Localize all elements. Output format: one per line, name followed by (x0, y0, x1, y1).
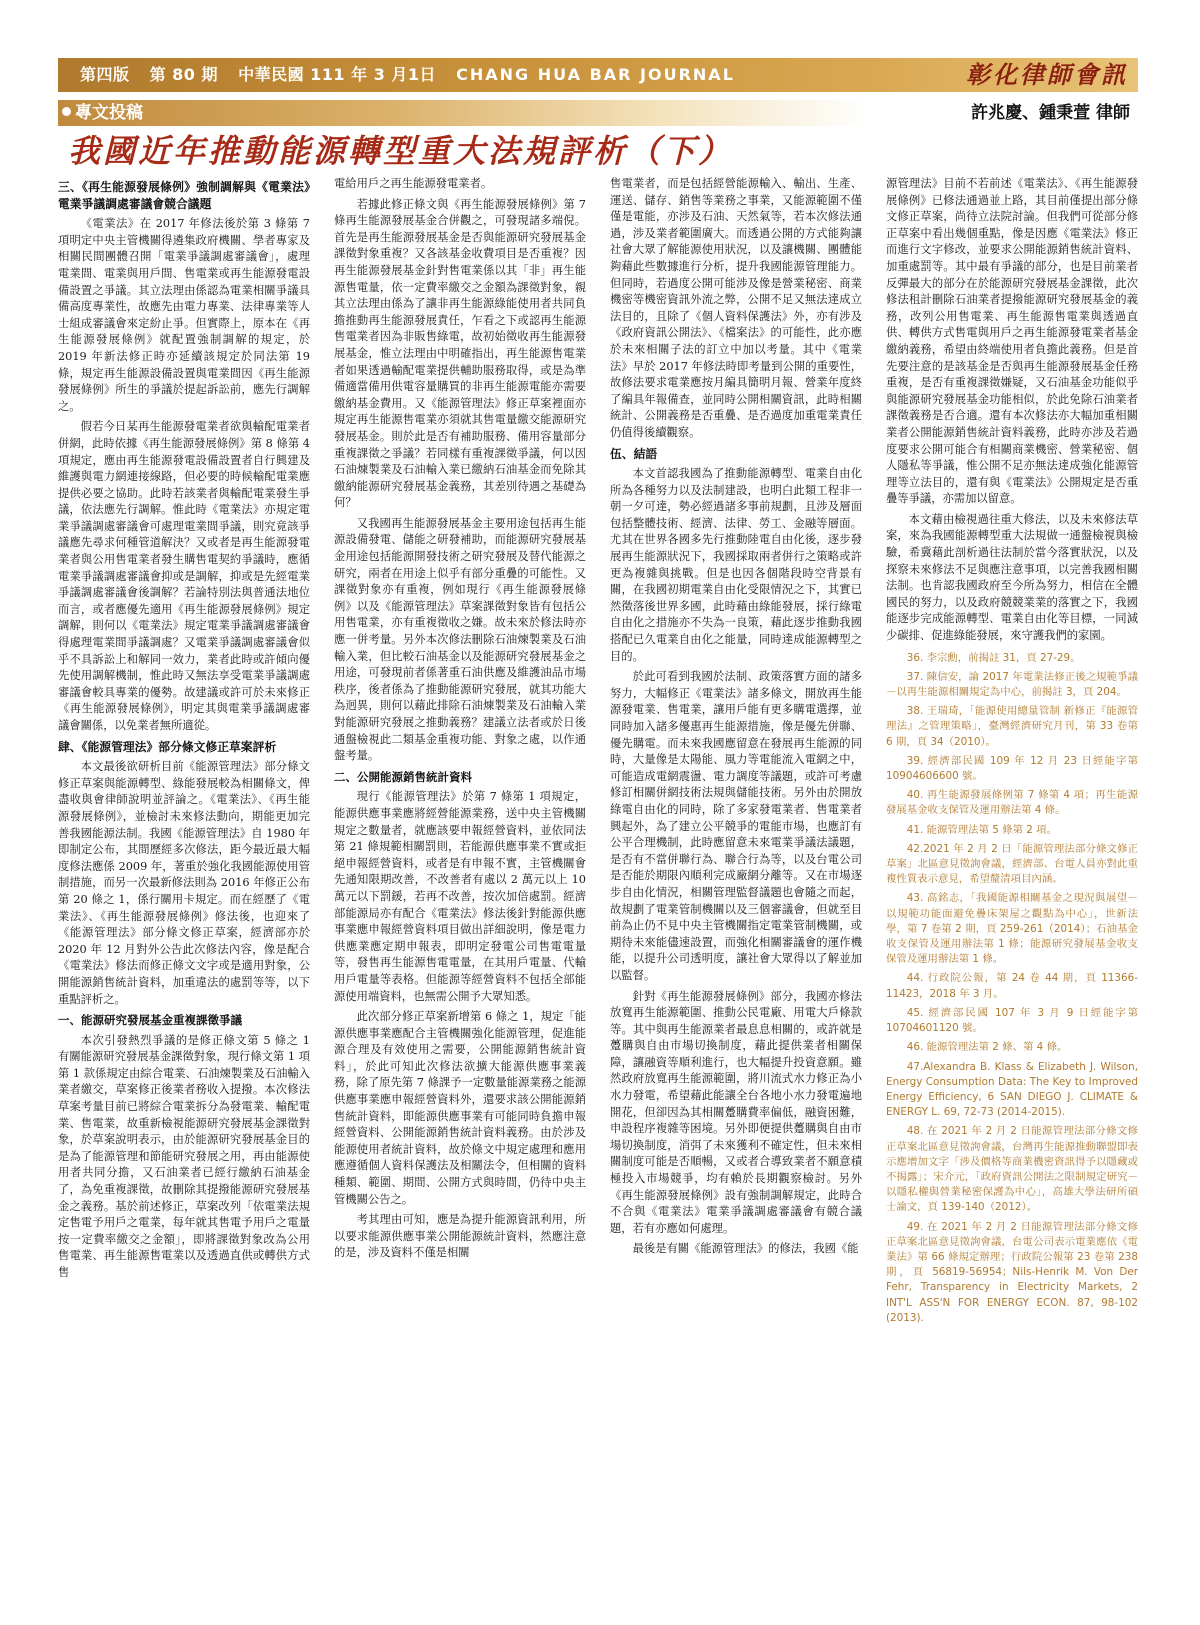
footnote: 42.2021 年 2 月 2 日「能源管理法部分條文修正草案」北區意見徵詢會議，經濟部、台電人員亦對此重複性質表示意見，希望釐清項目內涵。 (886, 842, 1138, 886)
paragraph: 假若今日某再生能源發電業者欲與輸配電業者併網，此時依據《再生能源發展條例》第 8 條第 4 項規定，應由再生能源發電設備設置者自行興建及維護與電力網連接線路，但必要的時候輸配電業應提供必要之協助。此時若該業者與輸配電業發生爭議，依法應先行調解。惟此時《電業法》亦規定電業爭議調處審議會可處理電業間爭議，則究竟該爭議應先尋求何種管道解決？又或者是再生能源發電業者與公用售電業者發生購售電契約爭議時，應循電業爭議調處審議會抑或是調解，抑或是先經電業爭議調處審議會後調解？若論特別法與普通法地位而言，或者應優先適用《再生能源發展條例》規定調解，則何以《電業法》規定電業爭議調處審議會得處理電業間爭議調處？又電業爭議調處審議會似乎不具訴訟上和解同一效力，業者此時或許傾向優先使用調解機制，惟此時又無法享受電業爭議調處審議會較具專業的優勢。故建議或許可於未來修正《再生能源發展條例》，明定其與電業爭議調處審議會關係，以免業者無所適從。 (58, 420, 310, 732)
paragraph: 於此可看到我國於法制、政策落實方面的諸多努力，大幅修正《電業法》諸多條文，開放再生能源發電業、售電業，讓用戶能有更多購電選擇，並同時加入諸多優惠再生能源措施，像是優先併聯、優先購電。而未來我國應留意在發展再生能源的同時，大量像是太陽能、風力等電能流入電網之中，可能造成電網震盪、電力調度等議題，或許可考慮修訂相關併網技術法規與儲能技術。另外由於開放綠電自由化的同時，除了多家發電業者、售電業者興起外，為了建立公平競爭的電能市場，也應訂有公平合理機制，此時應留意未來電業爭議法議題，是否有不當併聯行為、聯合行為等，以及台電公司是否能於期限內順利完成廠網分離等。又在市場逐步自由化情況，相關管理監督議題也會隨之而起，故規劃了電業管制機關以及三個審議會，但就至目前為止仍不見中央主管機關指定電業管制機關，或期待未來能儘速設置，而強化相關審議會的運作機能，以提升公司透明度，讓社會大眾得以了解並加以監督。 (610, 670, 862, 982)
paragraph: 本次引發熱烈爭議的是修正條文第 5 條之 1 有關能源研究發展基金課徵對象，現行條文第 1 項第 1 款係規定由綜合電業、石油煉製業及石油輸入業者繳交，草案修正後業者務收入提撥。本次修法草案考量目前已將綜合電業拆分為發電業、輸配電業、售電業，故重新檢視能源研究發展基金課徵對象，於草案說明表示，由於能源研究發展基金目的是為了能源管理和節能研究發展之用，再由能源使用者共同分擔，又石油業者已經行繳納石油基金了，為免重複課徵，故刪除其提撥能源研究發展基金之義務。基於前述修正，草案改列「依電業法規定售電予用戶之電業，每年就其售電予用戶之電量按一定費率繳交之金額」，即將課徵對象改為公用售電業、再生能源售電業以及透過直供或轉供方式售 (58, 1033, 310, 1279)
footnote: 48. 在 2021 年 2 月 2 日能源管理法部分條文修正草案北區意見徵詢會議，台灣再生能源推動聯盟即表示應增加文字「涉及價格等商業機密資訊得予以隱藏或不揭露」；宋介元，「政府資訊公開法之限制規定研究－以隱私權與營業秘密保護為中心」，高雄大學法研所碩士論文，頁 139-140（2012）。 (886, 1125, 1138, 1214)
paragraph: 此次部分修正草案新增第 6 條之 1，規定「能源供應事業應配合主管機關強化能源管理，促進能源合理及有效使用之需要，公開能源銷售統計資料」，於此可知此次修法欲擴大能源供應事業義務，除了原先第 7 條課予一定數量能源業務之能源供應事業應申報經營資料外，還要求該公開能源銷售統計資料，即能源供應事業有可能同時負擔申報經營資料、公開能源銷售統計資料義務。由於涉及能源使用者統計資料，故於條文中規定處理和應用應遵循個人資料保護法及相關法令，但相關的資料種類、範圍、期間、公開方式與時間，仍待中央主管機關公告之。 (334, 1010, 586, 1206)
article-title: 我國近年推動能源轉型重大法規評析（下） (68, 132, 734, 170)
footnote: 45. 經濟部民國 107 年 3 月 9 日經能字第 10704601120 號。 (886, 1006, 1138, 1035)
author-byline: 許兆慶、鍾秉萱 律師 (971, 103, 1130, 123)
paragraph: 現行《能源管理法》於第 7 條第 1 項規定，能源供應事業應將經營能源業務，送中央主管機關規定之數量者，就應該要申報經營資料，並依同法第 21 條規範相關罰則，若能源供應事業不實或拒絕申報經營資料，或者是有申報不實，主管機關會先通知限期改善，不改善者有處以 2 萬元以上 10 萬元以下罰鍰，若再不改善，按次加倍處罰。經濟部能源局亦有配合《電業法》修法後針對能源供應事業應申報經營資料項目做出詳細說明，像是電力供應業應定期申報表，即明定發電公司售電電量等，發售再生能源售電電量，在其用戶電量、代輸用戶電量等表格。但能源等經營資料不包括全部能源使用端資料，也無需公開予大眾知悉。 (334, 790, 586, 1003)
paragraph: 本文首認我國為了推動能源轉型、電業自由化所為各種努力以及法制建設，也明白此類工程非一朝一夕可達，勢必經過諸多事前規劃，且涉及層面包括整體技術、經濟、法律、勞工、金融等層面。尤其在世界各國多先行推動陸電自由化後，逐步發展再生能源狀況下，我國採取兩者併行之策略或許更為複雜與挑戰。但是也因各個階段時空背景有關，在我國初期電業自由化受限情況之下，其實已然徵落後世界多國，此時藉由綠能發展，採行綠電自由化之措施亦不失為一良策，藉此逐步推動我國搭配已久電業自由化之能量，同時達成能源轉型之目的。 (610, 467, 862, 663)
footnote: 41. 能源管理法第 5 條第 2 項。 (906, 823, 1057, 836)
bullet-icon (62, 107, 71, 116)
journal-name-en: CHANG HUA BAR JOURNAL (456, 65, 735, 84)
paragraph: 電給用戶之再生能源發電業者。 (334, 177, 493, 190)
paragraph: 源管理法》目前不若前述《電業法》、《再生能源發展條例》已修法通過並上路，其目前僅提出部分條文修正草案，尚待立法院討論。但我們可從部分修正草案中看出幾個重點，像是因應《電業法》修正而進行文字修改，並要求公開能源銷售統計資料、加重處罰等。其中最有爭議的部分，也是目前業者反彈最大的部分在於能源研究發展基金課徵，此次修法租計刪除石油業者提撥能源研究發展基金的義務，改列公用售電業、再生能源售電業與透過直供、轉供方式售電與用戶之再生能源發電業者基金繳納義務，希望由終端使用者負擔此義務。但是首先要注意的是該基金是否與再生能源發展基金任務重複，是否有重複課徵嫌疑，又石油基金功能似乎與能源研究發展基金功能相似，於此免除石油業者課徵義務是否合適。還有本次修法亦大幅加重相關業者公開能源銷售統計資料義務，此時亦涉及若過度要求公開可能合有相關商業機密、營業秘密、個人隱私等爭議，惟公開不足亦無法達成強化能源管理等立法目的，還有與《電業法》公開規定是否重疊等爭議，亦需加以留意。 (886, 177, 1138, 506)
column-3 (610, 176, 862, 1564)
section-label (62, 100, 143, 126)
paragraph: 考其理由可知，應是為提升能源資訊利用，所以要求能源供應事業公開能源統計資料，然應注意的是，涉及資料不僅是相關 (334, 1213, 586, 1260)
section-heading: 三、《再生能源發展條例》強制調解與《電業法》電業爭議調處審議會競合議題 (58, 180, 310, 211)
footnote: 49. 在 2021 年 2 月 2 日能源管理法部分條文修正草案北區意見徵詢會議，台電公司表示電業應依《電業法》第 66 條規定辦理；行政院公報第 23 卷第 238 期，頁 56819-56954；Nils-Henrik M. Von Der Fehr, Transparency in Electricity Markets, 2 INT'L ASS'N FOR ENERGY ECON. 87, 98-102 (2013). (886, 1220, 1138, 1324)
footnote: 47.Alexandra B. Klass & Elizabeth J. Wilson, Energy Consumption Data: The Key to Improved Energy Efficiency, 6 SAN DIEGO J. CLIMATE & ENERGY L. 69, 72-73 (2014-2015). (886, 1060, 1138, 1119)
edition-label: 第四版 (80, 65, 130, 84)
column-2 (334, 176, 586, 1564)
footnote: 46. 能源管理法第 2 條、第 4 條。 (906, 1041, 1068, 1054)
footnote: 36. 李宗勳，前揭註 31，頁 27-29。 (906, 651, 1081, 664)
issue-info (80, 58, 749, 92)
footnote: 39. 經濟部民國 109 年 12 月 23 日經能字第 10904606600 號。 (886, 754, 1138, 783)
subsection-heading: 一、能源研究發展基金重複課徵爭議 (58, 1013, 242, 1028)
header-band (58, 58, 1138, 92)
paragraph: 針對《再生能源發展條例》部分，我國亦修法放寬再生能源範圍、推動公民電廠、用電大戶條款等。其中與再生能源業者最息息相關的，或許就是躉購與自由市場切換制度，藉此提供業者相關保障，讓融資等順利進行，也大幅提升投資意願。雖然政府放寬再生能源範圍，將川流式水力修正為小水力發電，希望藉此能讓全台各地小水力發電遍地開花，但卻因為其相關躉購費率偏低，融資困難，申設程序複雜等困境。另外即便提供躉購與自由市場切換制度，消弭了未來獲利不確定性，但未來相關制度可能是否順暢，又或者合導致業者不願意積極投入市場競爭，均有賴於長期觀察檢討。另外《再生能源發展條例》設有強制調解規定，此時合不合與《電業法》電業爭議調處審議會有競合議題，若有亦應如何處理。 (610, 989, 862, 1235)
footnote: 38. 王瑞琦，「能源使用總量管制 新修正『能源管理法』之管理策略」，臺灣經濟研究月刊，第 33 卷第 6 期，頁 34（2010）。 (886, 705, 1138, 748)
section-heading: 伍、結語 (610, 446, 658, 461)
section-heading: 肆、《能源管理法》部分條文修正草案評析 (58, 739, 277, 754)
footnote: 40. 再生能源發展條例第 7 條第 4 項；再生能源發展基金收支保管及運用辦法第 4 條。 (886, 789, 1138, 817)
paragraph: 又我國再生能源發展基金主要用途包括再生能源設備發電、儲能之研發補助，而能源研究發展基金用途包括能源開發技術之研究發展及替代能源之研究，兩者在用途上似乎有部分重疊的可能性。又課徵對象亦有重複，例如現行《再生能源發展條例》以及《能源管理法》草案課徵對象皆有包括公用售電業，亦有重複徵收之嫌。故未來於修法時亦應一併考量。另外本次修法刪除石油煉製業及石油輸入業，但比較石油基金以及能源研究發展基金之用途，可發現前者係著重石油供應及維護油品市場秩序，後者係為了推動能源研究發展，就其功能大為迥異，則何以藉此排除石油煉製業及石油輸入業對能源研究發展之推動義務？建議立法者或於日後通盤檢視此二類基金重複功能、對象之處，以作通盤考量。 (334, 516, 586, 763)
article-body (58, 176, 1138, 1564)
paragraph: 本文最後欲研析目前《能源管理法》部分條文修正草案與能源轉型、綠能發展較為相關條文，俾盡收與會律師說明並評論之。《電業法》、《再生能源發展條例》，並檢討未來修法動向，期能更加完善我國能源法制。我國《能源管理法》自 1980 年即制定公布，其間歷經多次修法，距今最近最大幅度修法應係 2009 年，著重於強化我國能源使用管制措施，而另一次最新修法則為 2016 年修正公布第 20 條之 1，係行關用卡規定。而在經歷了《電業法》、《再生能源發展條例》修法後，也迎來了《能源管理法》部分條文修正草案，經濟部亦於 2020 年 12 月對外公告此次修法內容，像是配合《電業法》修法而修正條文文字或是適用對象，公開能源銷售統計資料，加重違法的處罰等等，以下重點評析之。 (58, 760, 310, 1006)
paragraph: 本文藉由檢視過往重大修法，以及未來修法草案，來為我國能源轉型重大法規做一通盤檢視與檢驗，希冀藉此剖析過往法制於當今落實狀況，以及探察未來修法不足與應注意事項，以完善我國相關法制。也肯認我國政府至今所為努力，相信在全體國民的努力，以及政府競競業業的落實之下，我國能逐步完成能源轉型、電業自由化等目標，一同減少碳排、促進綠能發展，來守護我們的家園。 (886, 512, 1138, 643)
footnote: 43. 高銘志，「我國能源相關基金之現況與展望－以規範功能面避免疊床架屋之觀點為中心」，世新法學，第 7 卷第 2 期，頁 259-261（2014）；石油基金收支保管及運用辦法第 1 條；能源研究發展基金收支保管及運用辦法第 1 條。 (886, 892, 1138, 966)
subsection-heading: 二、公開能源銷售統計資料 (334, 769, 472, 784)
footnotes (886, 651, 1138, 1326)
column-1 (58, 176, 310, 1564)
journal-masthead: 彰化律師會訊 (966, 60, 1128, 89)
paragraph: 《電業法》在 2017 年修法後於第 3 條第 7 項明定中央主管機關得遴集政府機關、學者專家及相關民間團體召開「電業爭議調處審議會」，處理電業間、電業與用戶間、售電業或再生能源發電設備設置之爭議。其立法理由係認為電業相關爭議具備高度專業性，故應先由電力專業、法律專業等人士組成審議會來定紛止爭。但實際上，原本在《再生能源發展條例》就配置強制調解的規定，於 2019 年新法修正時亦延續該規定於同法第 19 條，規定再生能源設備設置與電業間因《再生能源發展條例》所生的爭議於提起訴訟前，應先行調解之。 (58, 217, 310, 413)
issue-number: 第 80 期 (149, 65, 219, 84)
paragraph: 售電業者，而是包括經營能源輸入、輸出、生產、運送、儲存、銷售等業務之事業，又能源範圍不僅僅是電能，亦涉及石油、天然氣等，若本次修法通過，涉及業者範圍廣大。而透過公開的方式能夠讓社會大眾了解能源使用狀況，以及讓機關、團體能夠藉此些數據進行分析，提升我國能源管理能力。但同時，若過度公開可能涉及像是營業秘密、商業機密等機密資訊外流之弊，公開不足又無法達成立法目的，且除了《個人資料保護法》外，亦有涉及《政府資訊公開法》、《檔案法》的可能性，此亦應於未來相關子法的訂立中加以考量。其中《電業法》早於 2017 年修法時即考量到公開的重要性，故修法要求電業應按月編具簡明月報、營業年度終了編具年報備查，並同時公開相關資訊，此時相關統計、公開義務是否重疊、是否過度加重電業責任仍值得後續觀察。 (610, 177, 862, 439)
paragraph: 最後是有關《能源管理法》的修法，我國《能 (632, 1242, 859, 1256)
issue-date: 中華民國 111 年 3 月1日 (238, 65, 437, 84)
footnote: 44. 行政院公報，第 24 卷 44 期，頁 11366-11423，2018 年 3 月。 (886, 972, 1138, 1000)
footnote: 37. 陳信安，論 2017 年電業法修正後之規範爭議－以再生能源相關規定為中心，前揭註 3，頁 204。 (886, 670, 1138, 699)
section-label-text: 專文投稿 (75, 103, 143, 123)
section-bar (58, 100, 1138, 126)
column-4 (886, 176, 1138, 1564)
paragraph: 若據此修正條文與《再生能源發展條例》第 7 條再生能源發展基金合併觀之，可發現諸多端倪。首先是再生能源發展基金是否與能源研究發展基金課徵對象重複？又各該基金收費項目是否重複？因再生能源發展基金針對售電業係以其「非」再生能源售電量，依一定費率繳交之金額為課徵對象，親其立法理由係為了讓非再生能源綠能使用者共同負擔推動再生能源發展責任，乍看之下或認再生能源售電業者因為非販售綠電，故初始徵收再生能源發展基金，惟立法理由中明確指出，再生能源售電業者如果透過輸配電業提供輔助服務取得，或是為準備適當備用供電容量購買的非再生能源電能亦需要繳納基金費用。又《能源管理法》修正草案裡面亦規定再生能源售電業亦須就其售電量繳交能源研究發展基金。則於此是否有補助服務、備用容量部分重複課徵之爭議？若同樣有重複課徵爭議，何以因石油煉製業及石油輸入業已繳納石油基金而免除其繳納能源研究發展基金義務，其差別待遇之基礎為何？ (334, 197, 586, 510)
